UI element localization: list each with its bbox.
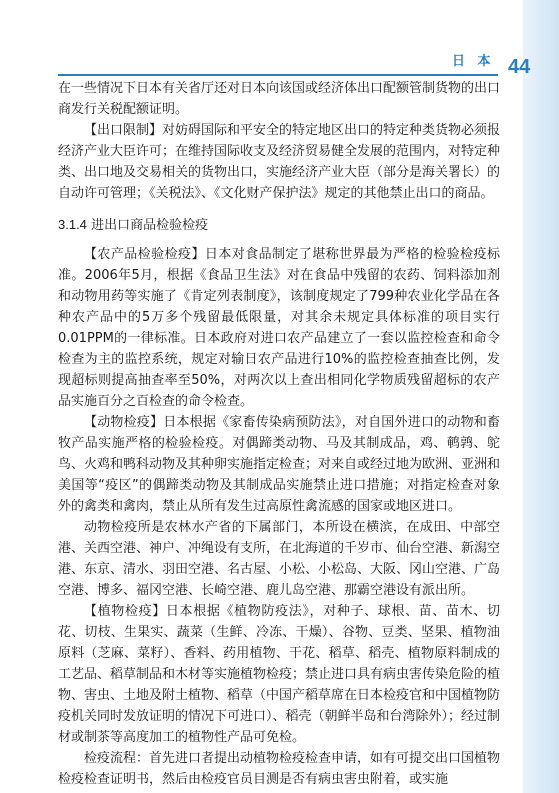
section-heading (58, 214, 500, 236)
paragraph-agri-inspection: 【农产品检验检疫】日本对食品制定了堪称世界最为严格的检验检疫标准。2006年5月，根据《食品卫生法》对在食品中残留的农药、饲料添加剂和动物用药等实施了《肯定列表制度》，该制度规定了799种农业化学品在各种农产品中的5万多个残留最低限量，对其余未规定具体标准的项目实行0.01PPM的一律标准。日本政府对进口农产品建立了一套以监控检查和命令检查为主的监控系统，规定对输日农产品进行10%的监控检查抽查比例，发现超标则提高抽查率至50%，对两次以上查出相同化学物质残留超标的农产品实施百分之百检查的命令检查。 (58, 247, 500, 409)
paragraph-animal-quarantine: 【动物检疫】日本根据《家畜传染病预防法》，对自国外进口的动物和畜牧产品实施严格的检验检疫。对偶蹄类动物、马及其制成品，鸡、鹌鹑、鸵鸟、火鸡和鸭科动物及其种卵实施指定检查；对来自或经过地为欧洲、亚洲和美国等“疫区”的偶蹄类动物及其制成品实施禁止进口措施；对指定检查对象外的禽类和禽肉，禁止从所有发生过高原性禽流感的国家或地区进口。 (58, 415, 501, 514)
page-number: 44 (508, 56, 531, 78)
section-heading-text: 进出口商品检验检疫 (91, 218, 209, 233)
paragraph-plant-quarantine: 【植物检疫】日本根据《植物防疫法》，对种子、球根、苗、苗木、切花、切枝、生果实、蔬菜（生鲜、冷冻、干燥）、谷物、豆类、坚果、植物油原料（芝麻、菜籽）、香料、药用植物、干花、稻草、稻壳、植物原料制成的工艺品、稻草制品和木材等实施植物检疫；禁止进口具有病虫害传染危险的植物、害虫、土地及附土植物、稻草（中国产稻草席在日本检疫官和中国植物防疫机关同时发放证明的情况下可进口）、稻壳（朝鲜半岛和台湾除外）；经过制材或制茶等高度加工的植物性产品可免检。 (58, 604, 501, 745)
section-heading-number: 3.1.4 (58, 217, 87, 232)
page-edge-band (523, 0, 559, 793)
paragraph-quota-certificate: 在一些情况下日本有关省厅还对日本向该国或经济体出口配额管制货物的出口商发行关税配额证明。 (58, 81, 501, 117)
paragraph-animal-quarantine-offices: 动物检疫所是农林水产省的下属部门，本所设在横滨，在成田、中部空港、关西空港、神户、冲绳设有支所，在北海道的千岁市、仙台空港、新潟空港、东京、清水、羽田空港、名古屋、小松、小松岛、大阪、冈山空港、广岛空港、博多、福冈空港、长崎空港、鹿儿岛空港、那霸空港设有派出所。 (58, 520, 501, 598)
paragraph-quarantine-process: 检疫流程：首先进口者提出动植物检疫检查申请，如有可提交出口国植物检疫检查证明书，然后由检疫官员目测是否有病虫害虫附着，或实施 (58, 751, 501, 787)
running-header-label: 日 本 (452, 54, 495, 69)
header-rule (58, 74, 498, 76)
paragraph-export-restriction: 【出口限制】对妨碍国际和平安全的特定地区出口的特定种类货物必须报经济产业大臣许可；在维持国际收支及经济贸易健全发展的范围内，对特定种类、出口地及交易相关的货物出口，实施经济产业大臣（部分是海关署长）的自动许可管理；《关税法》、《文化财产保护法》规定的其他禁止出口的商品。 (58, 123, 501, 201)
body-text (58, 78, 500, 790)
